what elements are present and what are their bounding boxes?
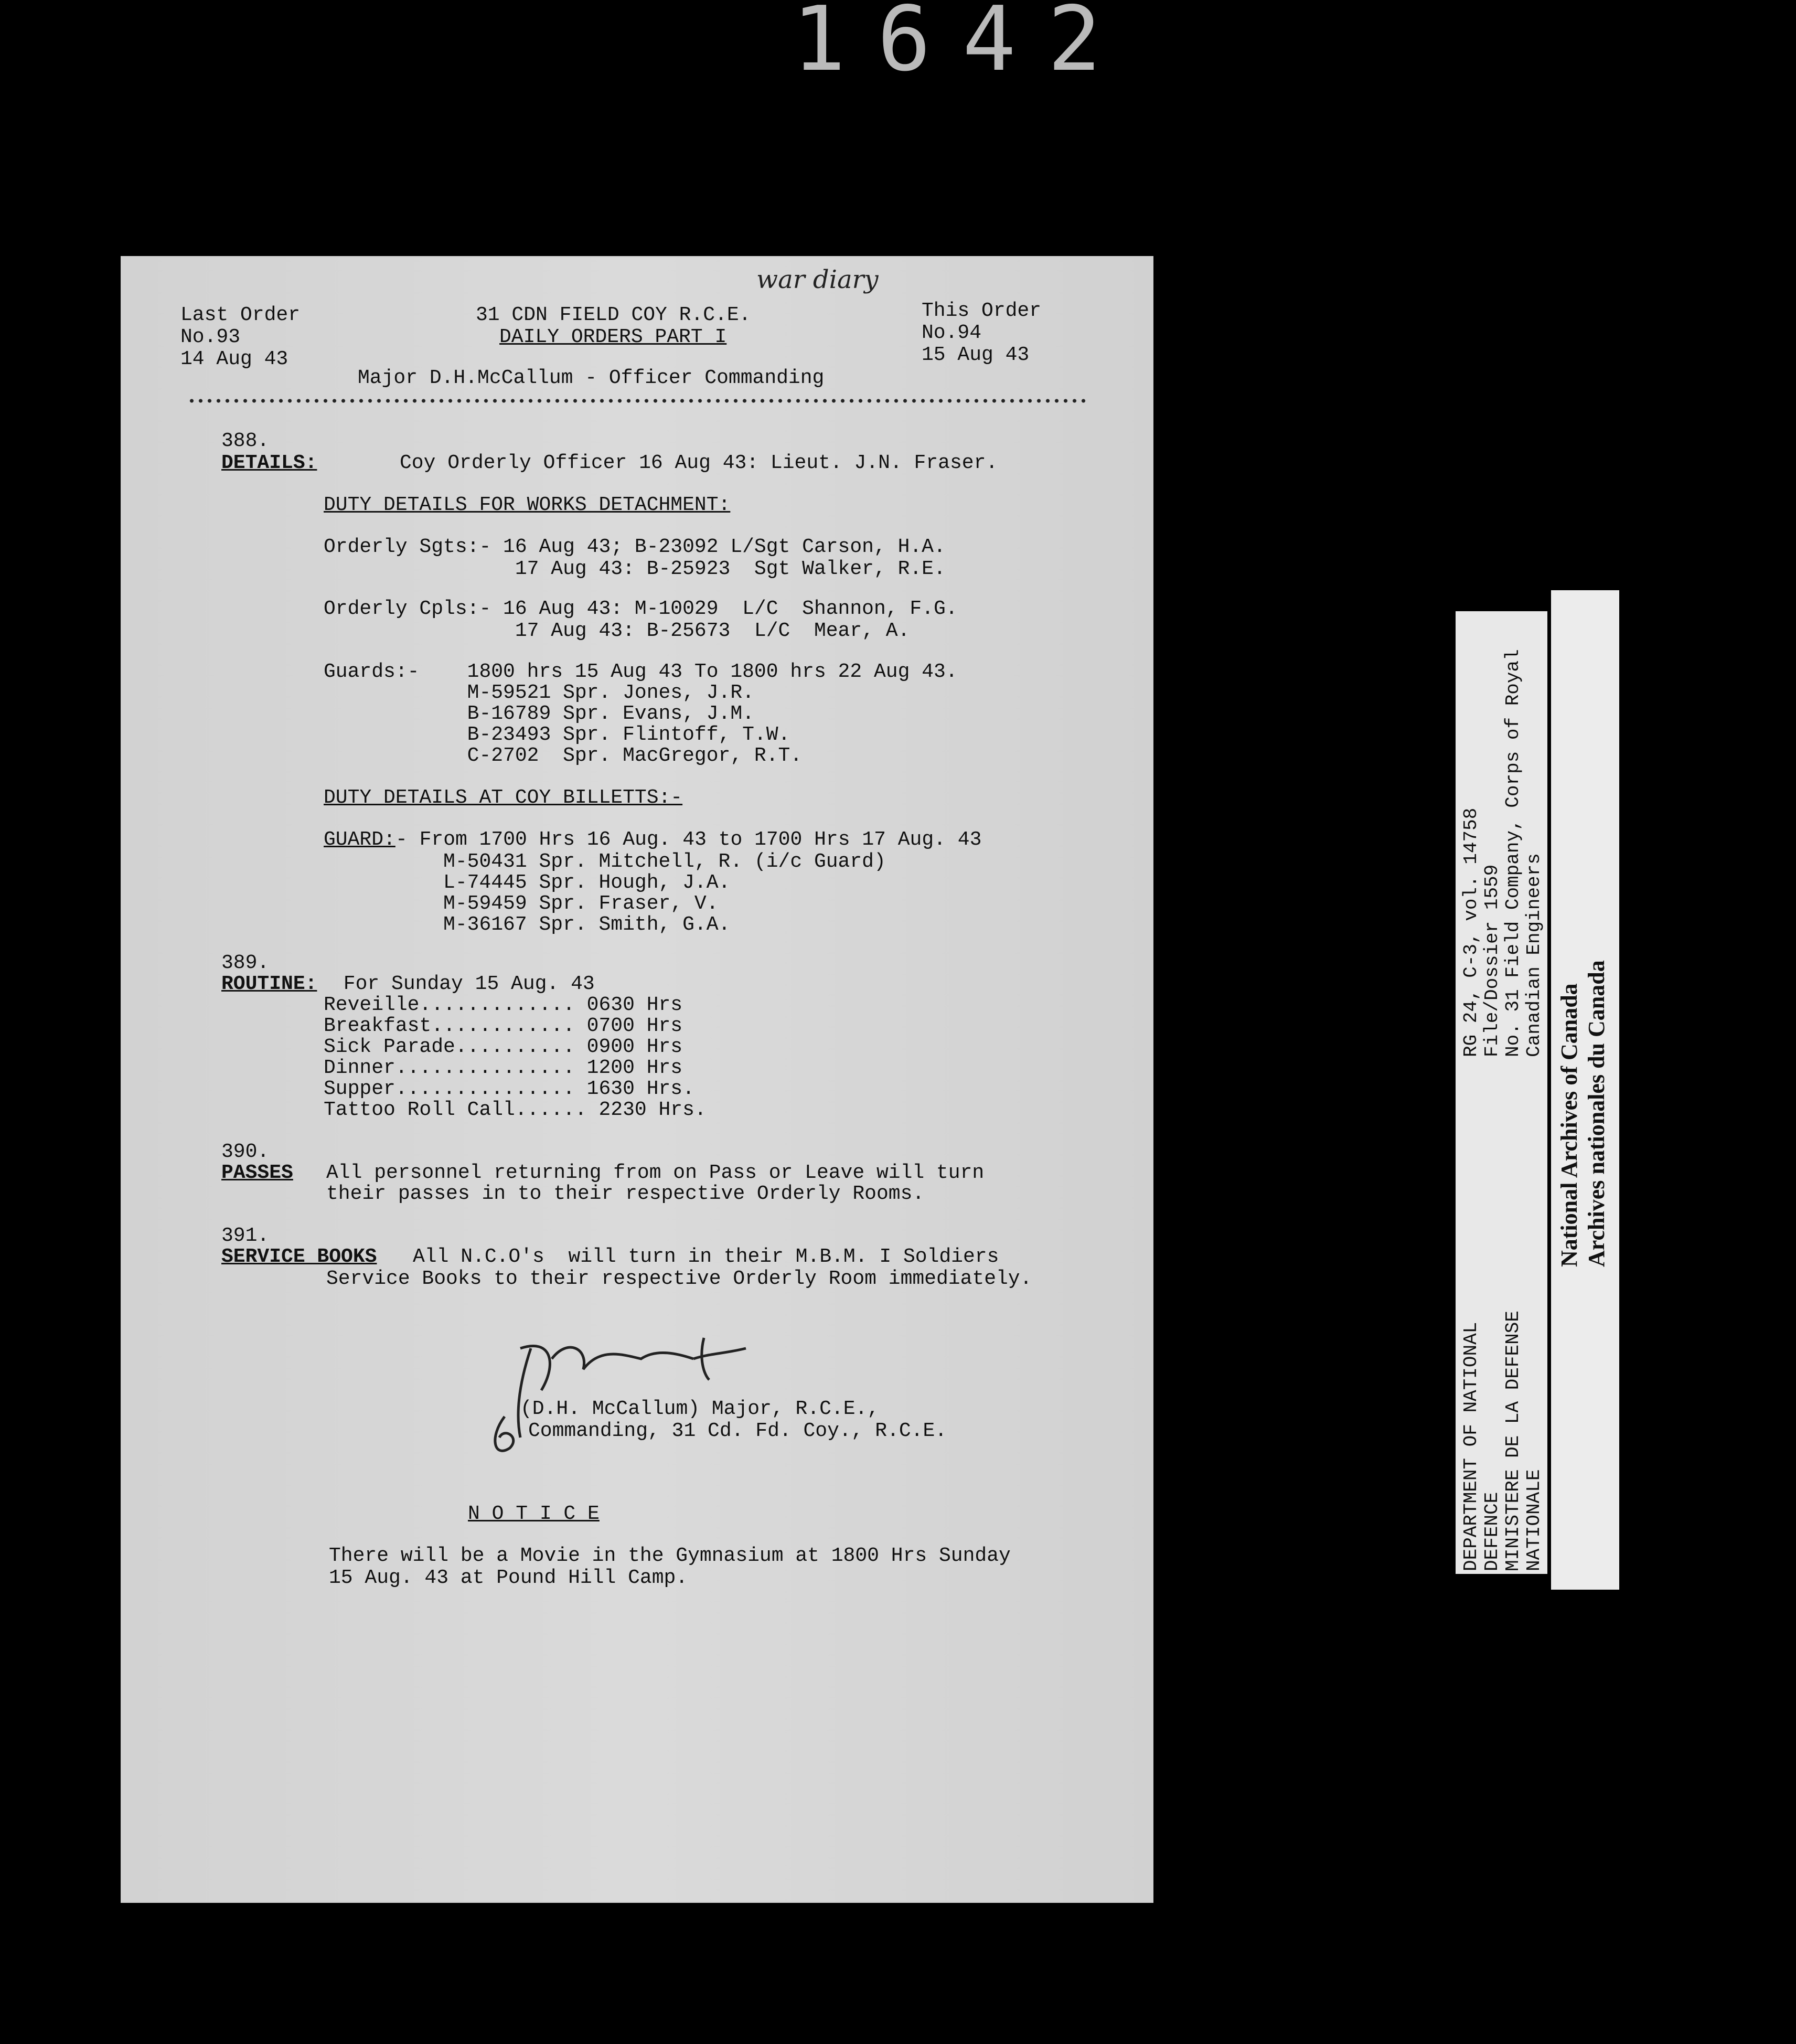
guards-line: B-23493 Spr. Flintoff, T.W. bbox=[324, 723, 790, 746]
notice-line: 15 Aug. 43 at Pound Hill Camp. bbox=[329, 1567, 688, 1589]
frame-digit: 6 bbox=[877, 0, 931, 91]
routine-row: Sick Parade.......... 0900 Hrs bbox=[324, 1036, 683, 1058]
service-books-line: Service Books to their respective Orderly Room immediately. bbox=[326, 1268, 1032, 1290]
section-heading: DETAILS: bbox=[221, 452, 317, 474]
unit-title: 31 CDN FIELD COY R.C.E. bbox=[476, 304, 751, 326]
archive-stamp-fr: Archives nationales du Canada bbox=[1584, 960, 1609, 1267]
routine-row: Breakfast............ 0700 Hrs bbox=[324, 1015, 683, 1037]
commanding-officer-line: Major D.H.McCallum - Officer Commanding bbox=[358, 367, 825, 389]
guards-line: C-2702 Spr. MacGregor, R.T. bbox=[324, 744, 803, 767]
archive-department: MINISTERE DE LA DEFENSE bbox=[1502, 1311, 1524, 1571]
works-detachment-heading: DUTY DETAILS FOR WORKS DETACHMENT: bbox=[324, 494, 731, 516]
signature-line: Commanding, 31 Cd. Fd. Coy., R.C.E. bbox=[528, 1420, 947, 1442]
section-heading: SERVICE BOOKS bbox=[221, 1245, 377, 1268]
archive-department: DEFENCE bbox=[1481, 1492, 1503, 1571]
guard-line: L-74445 Spr. Hough, J.A. bbox=[324, 871, 731, 894]
section-text: Coy Orderly Officer 16 Aug 43: Lieut. J.N. Fraser. bbox=[400, 452, 998, 474]
routine-row: Reveille............. 0630 Hrs bbox=[324, 994, 683, 1016]
guard-line: M-36167 Spr. Smith, G.A. bbox=[324, 913, 731, 936]
notice-line: There will be a Movie in the Gymnasium at 1800 Hrs Sunday bbox=[329, 1545, 1011, 1567]
frame-digit: 2 bbox=[1047, 0, 1102, 91]
orderly-sgts-line: 17 Aug 43: B-25923 Sgt Walker, R.E. bbox=[324, 558, 946, 580]
archive-department: DEPARTMENT OF NATIONAL bbox=[1460, 1322, 1482, 1571]
archive-department: NATIONALE bbox=[1523, 1469, 1545, 1571]
section-number: 391. bbox=[221, 1225, 270, 1247]
frame-number bbox=[792, 0, 1133, 91]
passes-line: their passes in to their respective Orderly Rooms. bbox=[326, 1183, 925, 1205]
orderly-cpls-line: Orderly Cpls:- 16 Aug 43: M-10029 L/C Shannon, F.G. bbox=[324, 598, 958, 620]
frame-digit: 4 bbox=[962, 0, 1017, 91]
orderly-cpls-line: 17 Aug 43: B-25673 L/C Mear, A. bbox=[324, 620, 910, 642]
guard-line: M-50431 Spr. Mitchell, R. (i/c Guard) bbox=[324, 850, 886, 873]
section-heading: ROUTINE: bbox=[221, 973, 317, 995]
last-order-number: No.93 bbox=[180, 326, 241, 348]
guards-line: B-16789 Spr. Evans, J.M. bbox=[324, 702, 754, 725]
this-order-label: This Order bbox=[922, 300, 1042, 322]
routine-row: Supper............... 1630 Hrs. bbox=[324, 1078, 694, 1100]
guards-line: Guards:- 1800 hrs 15 Aug 43 To 1800 hrs 22 Aug 43. bbox=[324, 661, 958, 683]
archive-unit: Canadian Engineers bbox=[1523, 853, 1545, 1057]
this-order-date: 15 Aug 43 bbox=[922, 344, 1030, 366]
service-books-line: All N.C.O's will turn in their M.B.M. I Soldiers bbox=[413, 1245, 999, 1268]
daily-orders-page bbox=[122, 257, 1152, 1902]
notice-heading: N O T I C E bbox=[468, 1503, 600, 1525]
guard-line: M-59459 Spr. Fraser, V. bbox=[324, 892, 719, 915]
section-number: 390. bbox=[221, 1141, 270, 1163]
section-text: For Sunday 15 Aug. 43 bbox=[332, 973, 595, 995]
orderly-sgts-line: Orderly Sgts:- 16 Aug 43; B-23092 L/Sgt Carson, H.A. bbox=[324, 536, 946, 558]
archive-stamp-strip bbox=[1551, 590, 1619, 1590]
last-order-date: 14 Aug 43 bbox=[180, 348, 288, 370]
guard-line: - From 1700 Hrs 16 Aug. 43 to 1700 Hrs 17 Aug. 43 bbox=[395, 828, 982, 851]
frame-digit: 1 bbox=[792, 0, 846, 91]
passes-line: All personnel returning from on Pass or Leave will turn bbox=[326, 1162, 985, 1184]
section-number: 388. bbox=[221, 430, 270, 452]
section-number: 389. bbox=[221, 952, 270, 974]
archive-reference-strip bbox=[1456, 611, 1547, 1574]
archive-reference: RG 24, C-3, vol. 14758 bbox=[1460, 807, 1482, 1057]
last-order-label: Last Order bbox=[180, 304, 301, 326]
archive-unit: No. 31 Field Company, Corps of Royal bbox=[1502, 649, 1524, 1057]
routine-row: Tattoo Roll Call...... 2230 Hrs. bbox=[324, 1099, 707, 1121]
dotted-divider bbox=[187, 399, 1089, 403]
guards-line: M-59521 Spr. Jones, J.R. bbox=[324, 682, 754, 704]
billets-heading: DUTY DETAILS AT COY BILLETTS:- bbox=[324, 786, 683, 809]
signature-line: (D.H. McCallum) Major, R.C.E., bbox=[520, 1398, 880, 1420]
routine-row: Dinner............... 1200 Hrs bbox=[324, 1057, 683, 1079]
section-heading: PASSES bbox=[221, 1162, 293, 1184]
guard-label: GUARD: bbox=[324, 828, 395, 851]
archive-file: File/Dossier 1559 bbox=[1481, 864, 1503, 1057]
this-order-number: No.94 bbox=[922, 322, 982, 344]
orders-title: DAILY ORDERS PART I bbox=[499, 326, 727, 348]
archive-stamp-en: National Archives of Canada bbox=[1556, 983, 1582, 1267]
handwritten-annotation: war diary bbox=[756, 265, 879, 294]
